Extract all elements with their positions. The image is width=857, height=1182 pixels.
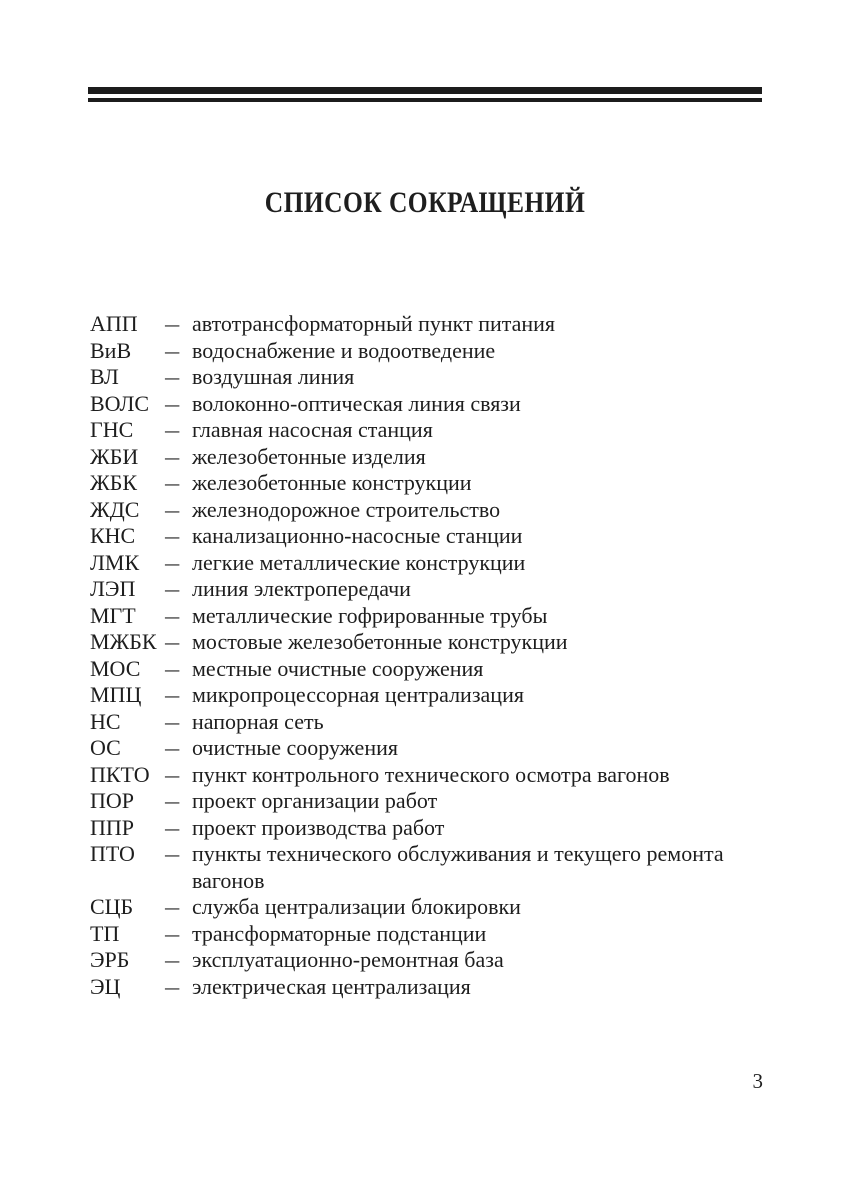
abbreviation-row	[90, 470, 762, 497]
page-number: 3	[752, 1069, 763, 1093]
abbreviation-term: ПТО	[90, 841, 135, 866]
abbreviation-row	[90, 523, 762, 550]
abbreviation-definition: автотрансформаторный пункт питания	[192, 311, 556, 336]
abbreviation-row	[90, 788, 762, 815]
abbreviation-definition: служба централизации блокировки	[192, 894, 521, 919]
dash-separator: —	[165, 788, 180, 813]
abbreviation-term: ПОР	[90, 788, 135, 813]
abbreviation-definition: железобетонные изделия	[192, 443, 426, 469]
abbreviation-term: ЛЭП	[90, 576, 136, 601]
abbreviation-definition: легкие металлические конструкции	[192, 549, 526, 575]
abbreviation-row	[90, 338, 762, 365]
dash-separator: —	[165, 841, 180, 866]
abbreviation-row	[90, 311, 762, 338]
abbreviation-row	[90, 497, 762, 524]
abbreviation-definition: напорная сеть	[192, 708, 324, 734]
dash-separator: —	[165, 364, 180, 389]
abbreviation-row	[90, 391, 762, 418]
abbreviation-row	[90, 815, 762, 842]
abbreviation-row	[90, 444, 762, 471]
dash-separator: —	[165, 337, 180, 363]
abbreviation-definition: главная насосная станция	[192, 417, 433, 442]
dash-separator: —	[165, 496, 180, 522]
abbreviation-term: ВОЛС	[90, 390, 150, 416]
abbreviation-definition: железобетонные конструкции	[192, 470, 472, 495]
dash-separator: —	[165, 390, 180, 416]
abbreviation-term: МЖБК	[90, 629, 157, 654]
abbreviation-row	[90, 974, 762, 1001]
dash-separator: —	[165, 894, 180, 919]
dash-separator: —	[165, 655, 180, 681]
abbreviation-list	[90, 311, 762, 1000]
abbreviation-term: ГНС	[90, 417, 134, 442]
dash-separator: —	[165, 576, 180, 601]
dash-separator: —	[165, 682, 180, 707]
abbreviation-term: МГТ	[90, 602, 136, 628]
abbreviation-definition: водоснабжение и водоотведение	[192, 337, 496, 363]
abbreviation-definition: микропроцессорная централизация	[192, 682, 524, 707]
abbreviation-term: ЖБК	[90, 470, 138, 495]
abbreviation-term: ЖДС	[90, 496, 140, 522]
abbreviation-definition: металлические гофрированные трубы	[192, 602, 548, 628]
abbreviation-definition: местные очистные сооружения	[192, 655, 484, 681]
dash-separator: —	[165, 549, 180, 575]
abbreviation-definition: канализационно-насосные станции	[192, 523, 523, 548]
abbreviation-row	[90, 603, 762, 630]
abbreviation-definition: проект производства работ	[192, 814, 445, 840]
abbreviation-definition: электрическая централизация	[192, 973, 471, 999]
abbreviation-term: ЭРБ	[90, 947, 130, 972]
abbreviation-term: ПКТО	[90, 761, 150, 787]
abbreviation-row	[90, 576, 762, 603]
abbreviation-definition: пункты технического обслуживания и текущего ремонта вагонов	[192, 841, 724, 893]
abbreviation-row	[90, 629, 762, 656]
abbreviation-row	[90, 947, 762, 974]
abbreviation-term: ОС	[90, 735, 121, 760]
abbreviation-definition: мостовые железобетонные конструкции	[192, 629, 568, 654]
abbreviation-row	[90, 656, 762, 683]
abbreviation-term: СЦБ	[90, 894, 134, 919]
dash-separator: —	[165, 523, 180, 548]
page-title: СПИСОК СОКРАЩЕНИЙ	[264, 186, 586, 219]
dash-separator: —	[165, 311, 180, 336]
dash-separator: —	[165, 761, 180, 787]
dash-separator: —	[165, 947, 180, 972]
abbreviation-term: КНС	[90, 523, 136, 548]
abbreviation-row	[90, 709, 762, 736]
abbreviation-definition: железнодорожное строительство	[192, 496, 501, 522]
header-double-rule	[88, 87, 762, 102]
abbreviation-term: ЭЦ	[90, 973, 121, 999]
abbreviation-definition: пункт контрольного технического осмотра вагонов	[192, 761, 670, 787]
abbreviation-row	[90, 841, 762, 894]
abbreviation-row	[90, 762, 762, 789]
dash-separator: —	[165, 443, 180, 469]
abbreviation-term: ЖБИ	[90, 443, 139, 469]
abbreviation-term: ВЛ	[90, 364, 119, 389]
abbreviation-row	[90, 921, 762, 948]
abbreviation-definition: очистные сооружения	[192, 735, 398, 760]
abbreviation-term: НС	[90, 708, 121, 734]
abbreviation-term: ППР	[90, 814, 135, 840]
abbreviation-definition: волоконно-оптическая линия связи	[192, 390, 521, 416]
abbreviation-row	[90, 735, 762, 762]
abbreviation-term: ВиВ	[90, 337, 132, 363]
dash-separator: —	[165, 417, 180, 442]
abbreviation-row	[90, 550, 762, 577]
abbreviation-row	[90, 417, 762, 444]
abbreviation-definition: трансформаторные подстанции	[192, 920, 487, 946]
abbreviation-term: МПЦ	[90, 682, 142, 707]
dash-separator: —	[165, 629, 180, 654]
abbreviation-definition: воздушная линия	[192, 364, 355, 389]
dash-separator: —	[165, 814, 180, 840]
dash-separator: —	[165, 470, 180, 495]
abbreviation-term: МОС	[90, 655, 141, 681]
abbreviation-definition: проект организации работ	[192, 788, 438, 813]
abbreviation-definition: эксплуатационно-ремонтная база	[192, 947, 504, 972]
dash-separator: —	[165, 602, 180, 628]
abbreviation-row	[90, 894, 762, 921]
abbreviation-term: АПП	[90, 311, 138, 336]
dash-separator: —	[165, 708, 180, 734]
abbreviation-definition: линия электропередачи	[192, 576, 411, 601]
abbreviation-term: ТП	[90, 920, 120, 946]
dash-separator: —	[165, 973, 180, 999]
dash-separator: —	[165, 920, 180, 946]
abbreviation-row	[90, 682, 762, 709]
abbreviation-row	[90, 364, 762, 391]
dash-separator: —	[165, 735, 180, 760]
abbreviation-term: ЛМК	[90, 549, 140, 575]
